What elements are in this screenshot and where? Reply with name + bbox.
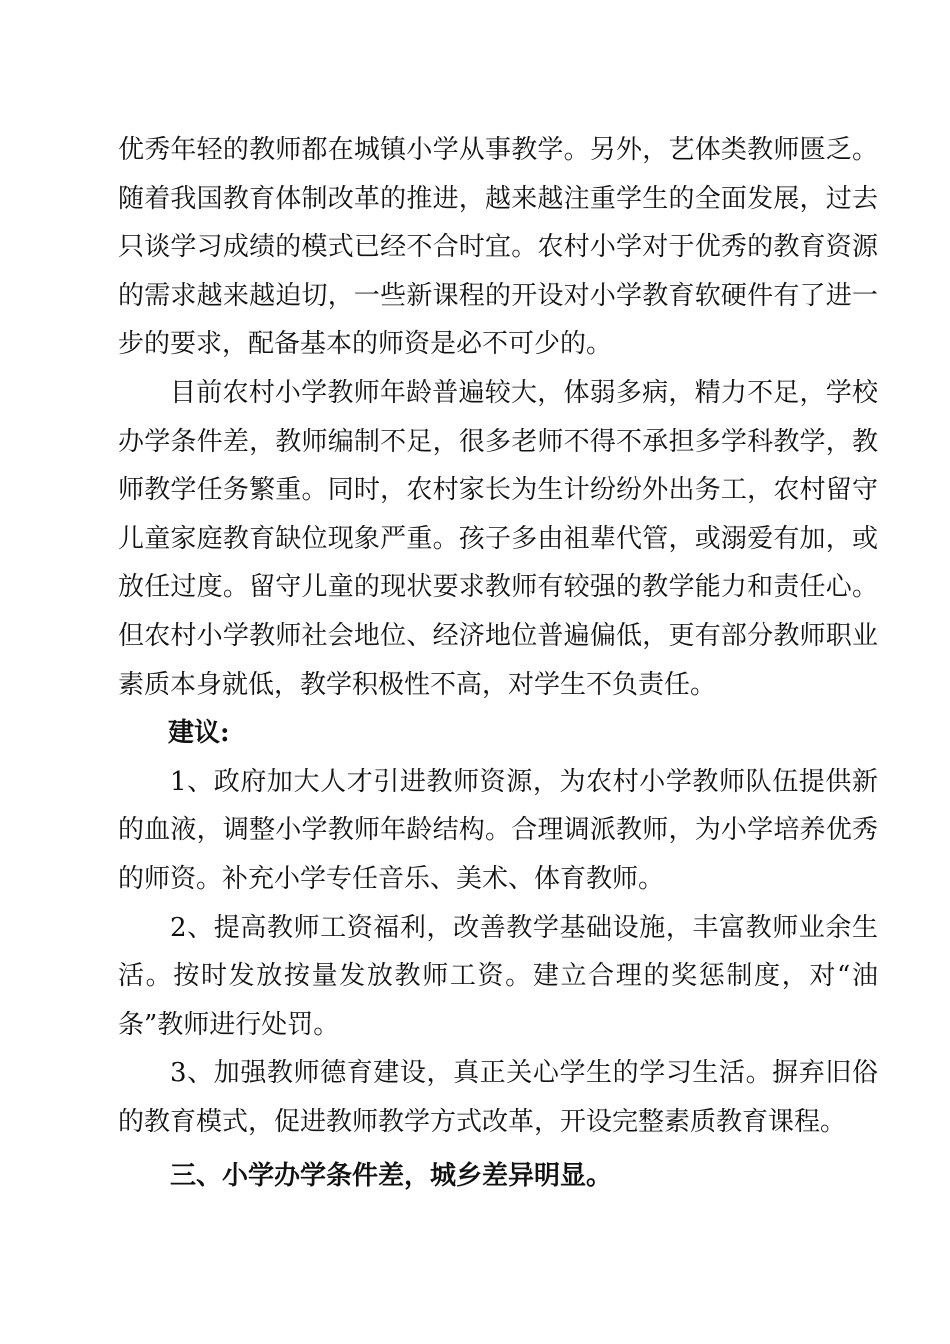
suggestion-heading: 建议: xyxy=(168,718,230,749)
suggestion-item-1: 1、政府加大人才引进教师资源，为农村小学教师队伍提供新的血液，调整小学教师年龄结构。合理调派教师，为小学培养优秀的师资。补充小学专任音乐、美术、体育教师。 xyxy=(118,766,878,894)
paragraph-teacher-status: 目前农村小学教师年龄普遍较大，体弱多病，精力不足，学校办学条件差，教师编制不足，很多老师不得不承担多学科教学，教师教学任务繁重。同时，农村家长为生计纷纷外出务工，农村留守儿童家庭教育缺位现象严重。孩子多由祖辈代管，或溺爱有加，或放任过度。留守儿童的现状要求教师有较强的教学能力和责任心。但农村小学教师社会地位、经济地位普遍偏低，更有部分教师职业素质本身就低，教学积极性不高，对学生不负责任。 xyxy=(118,377,878,700)
suggestion-item-2: 2、提高教师工资福利，改善教学基础设施，丰富教师业余生活。按时发放按量发放教师工资。建立合理的奖惩制度，对“油条”教师进行处罚。 xyxy=(118,912,878,1040)
paragraph-teacher-shortage: 优秀年轻的教师都在城镇小学从事教学。另外，艺体类教师匮乏。随着我国教育体制改革的推进，越来越注重学生的全面发展，过去只谈学习成绩的模式已经不合时宜。农村小学对于优秀的教育资源的需求越来越迫切，一些新课程的开设对小学教育软硬件有了进一步的要求，配备基本的师资是必不可少的。 xyxy=(118,135,878,360)
section-heading: 三、小学办学条件差，城乡差异明显。 xyxy=(170,1161,613,1192)
suggestion-item-3: 3、加强教师德育建设，真正关心学生的学习生活。摒弃旧俗的教育模式，促进教师教学方式改革，开设完整素质教育课程。 xyxy=(118,1058,878,1137)
document-body xyxy=(118,126,878,1201)
